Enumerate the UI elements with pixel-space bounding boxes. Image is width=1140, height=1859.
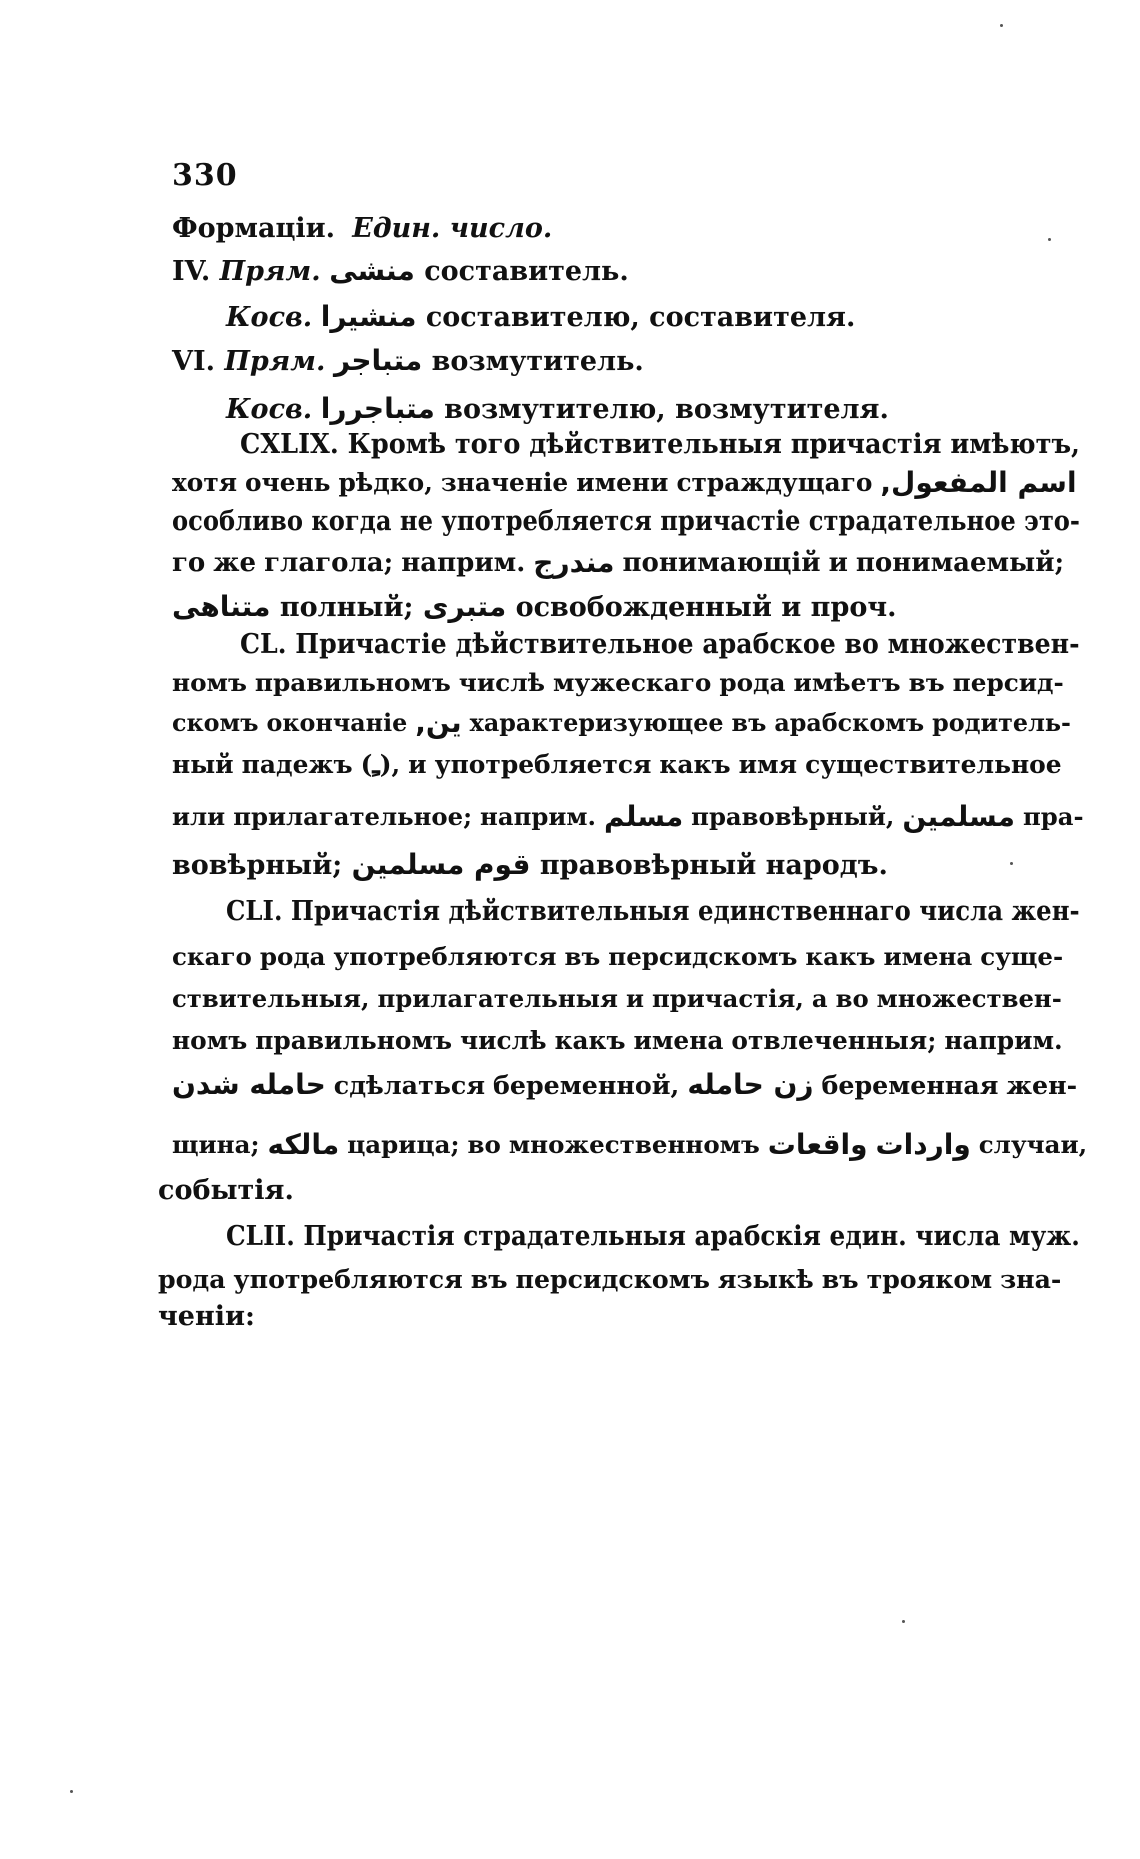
arabic-word: اسم المفعول,: [880, 466, 1077, 499]
text-segment: въ: [908, 668, 945, 697]
arabic-word: منشى: [329, 254, 415, 287]
paragraph-cli-line-5: [172, 1068, 1078, 1102]
text-segment: рода: [719, 668, 786, 697]
text-segment: беременная: [821, 1070, 999, 1100]
arabic-word: قوم مسلمين: [351, 848, 531, 881]
text-segment: прилагательное;: [233, 802, 473, 831]
text-segment: числѣ: [460, 1026, 547, 1055]
text-segment: и: [625, 984, 644, 1013]
text-segment: жен-: [1006, 1070, 1078, 1100]
text-line-formations: [172, 212, 552, 246]
text-segment: въ: [731, 709, 767, 737]
text-segment: рѣдко,: [338, 468, 433, 497]
text-segment: суще-: [980, 942, 1064, 971]
arabic-word: متباجررا: [320, 392, 435, 425]
text-segment: падежъ: [241, 750, 353, 779]
text-segment: имя: [738, 750, 798, 779]
paragraph-cxlix-line-3: [172, 505, 1080, 539]
text-segment: IV.: [172, 256, 220, 287]
text-segment: CXLIX. Кромѣ того дѣйствительныя причастія имѣютъ,: [240, 429, 1080, 460]
arabic-word: مسلم: [603, 800, 684, 833]
text-segment: и: [408, 750, 427, 779]
text-segment: пра-: [1023, 802, 1084, 831]
text-segment: правильномъ: [254, 668, 451, 697]
text-segment: рода: [158, 1264, 226, 1294]
text-segment: [312, 394, 321, 425]
text-segment: понимаемый;: [855, 548, 1065, 578]
text-segment: наприм.: [944, 1026, 1063, 1055]
text-segment: возмутителю, возмутителя.: [434, 394, 889, 425]
text-segment: понимающій: [622, 548, 821, 578]
paragraph-cli-line-6: [172, 1128, 1088, 1162]
text-segment: родитель-: [932, 709, 1071, 737]
text-segment: мужескаго: [552, 668, 712, 697]
text-segment: прилагательныя: [377, 984, 618, 1013]
paragraph-cxlix-line-2: [172, 466, 1077, 500]
text-segment: Формаціи.: [172, 213, 336, 244]
text-segment: хотя: [172, 468, 238, 497]
text-segment: глагола;: [264, 548, 394, 578]
text-segment: правовѣрный,: [691, 802, 895, 831]
text-segment: Един. число.: [352, 213, 553, 244]
text-segment: числѣ: [458, 668, 545, 697]
paragraph-clii-line-3: [158, 1300, 255, 1334]
text-segment: персидскомъ: [608, 942, 798, 971]
text-segment: языкѣ: [717, 1264, 814, 1294]
text-segment: [335, 213, 352, 244]
text-segment: Косв.: [226, 394, 313, 425]
text-segment: а: [811, 984, 828, 1013]
arabic-word: ين,: [415, 706, 462, 739]
text-segment: въ: [564, 942, 601, 971]
text-line-iv-direct: [172, 254, 629, 289]
text-segment: Прям.: [219, 256, 321, 287]
text-segment: ченіи:: [158, 1301, 255, 1332]
text-segment: ный: [172, 750, 234, 779]
text-segment: щина;: [172, 1130, 260, 1159]
text-segment: имена: [633, 1026, 724, 1055]
text-segment: въ: [821, 1264, 859, 1294]
paragraph-cli-line-7: [158, 1174, 294, 1208]
text-segment: во: [467, 1130, 501, 1159]
text-segment: го: [172, 548, 206, 578]
text-segment: характеризующее: [469, 709, 724, 737]
text-segment: скомъ: [172, 709, 259, 737]
text-segment: [312, 302, 321, 333]
text-segment: же: [213, 548, 257, 578]
text-line-iv-oblique: [226, 300, 855, 335]
text-segment: арабскомъ: [774, 709, 925, 737]
text-segment: наприм.: [480, 802, 596, 831]
text-segment: множественномъ: [508, 1130, 760, 1159]
paragraph-cxlix-line-4: [172, 546, 1065, 580]
text-segment: ствительныя,: [172, 984, 370, 1013]
text-segment: особливо когда не употребляется причастіе страдательное это-: [172, 506, 1080, 537]
text-segment: правовѣрный народъ.: [530, 850, 888, 881]
text-segment: значеніе: [440, 468, 569, 497]
text-line-vi-direct: [172, 344, 644, 379]
text-segment: сдѣлаться: [333, 1070, 486, 1100]
paragraph-cl-line-3: [172, 706, 1071, 740]
text-segment: возмутитель.: [422, 346, 644, 377]
text-segment: событія.: [158, 1175, 294, 1206]
text-segment: наприм.: [401, 548, 526, 578]
paragraph-cli-line-1: [226, 895, 1080, 929]
text-segment: CL. Причастіе дѣйствительное арабское во множествен-: [240, 629, 1080, 660]
text-line-vi-oblique: [226, 392, 889, 427]
arabic-word: متناهى: [172, 590, 271, 623]
text-segment: какъ: [659, 750, 731, 779]
text-segment: вовѣрный;: [172, 850, 352, 881]
text-segment: имѣетъ: [793, 668, 901, 697]
text-segment: какъ: [805, 942, 876, 971]
arabic-word: واقعات: [767, 1128, 868, 1161]
text-segment: персид-: [952, 668, 1064, 697]
text-segment: царица;: [347, 1130, 460, 1159]
text-segment: окончаніе: [266, 709, 408, 737]
paragraph-cxlix-line-5: [172, 590, 897, 625]
arabic-word: واردات: [875, 1128, 971, 1161]
paragraph-cl-line-5: [172, 800, 1084, 834]
paragraph-cli-line-4: [172, 1024, 1063, 1058]
paragraph-cl-line-2: [172, 666, 1064, 700]
text-segment: имена: [883, 942, 973, 971]
text-segment: Прям.: [224, 346, 326, 377]
arabic-word: مسلمين: [902, 800, 1015, 833]
paragraph-cl-line-6: [172, 848, 888, 883]
text-segment: употребляются: [233, 1264, 463, 1294]
text-segment: [325, 346, 334, 377]
text-segment: персидскомъ: [515, 1264, 710, 1294]
arabic-word: حامله شدن: [172, 1068, 326, 1101]
text-segment: беременной,: [493, 1070, 680, 1100]
text-segment: отвлеченныя;: [731, 1026, 937, 1055]
text-segment: какъ: [554, 1026, 626, 1055]
scan-speck: [1048, 238, 1051, 241]
text-segment: составителю, составителя.: [416, 302, 856, 333]
text-segment: употребляются: [333, 942, 557, 971]
arabic-word: مندرج: [533, 546, 615, 579]
text-segment: случаи,: [978, 1130, 1088, 1159]
paragraph-cli-line-3: [172, 982, 1062, 1016]
text-segment: или: [172, 802, 226, 831]
text-segment: скаго: [172, 942, 252, 971]
arabic-word: متباجر: [333, 344, 423, 377]
text-segment: CLI. Причастія дѣйствительныя единственнаго числа жен-: [226, 896, 1080, 927]
text-segment: во: [835, 984, 869, 1013]
paragraph-cli-line-2: [172, 940, 1064, 974]
scan-speck: [1000, 24, 1003, 27]
text-segment: CLII. Причастія страдательныя арабскія един. числа муж.: [226, 1221, 1080, 1252]
text-segment: причастія,: [652, 984, 804, 1013]
text-segment: [321, 256, 330, 287]
text-segment: составитель.: [414, 256, 629, 287]
text-segment: полный;: [270, 592, 423, 623]
text-segment: употребляется: [434, 750, 652, 779]
arabic-word: منشيرا: [320, 300, 417, 333]
text-segment: освобожденный и проч.: [506, 592, 897, 623]
text-segment: имени: [576, 468, 669, 497]
text-segment: (ـِ),: [360, 750, 401, 779]
paragraph-cl-line-4: [172, 748, 1062, 782]
text-segment: очень: [245, 468, 331, 497]
page-number: 330: [172, 158, 238, 193]
text-segment: множествен-: [876, 984, 1062, 1013]
text-segment: номъ: [172, 668, 247, 697]
arabic-word: زن حامله: [687, 1068, 814, 1101]
text-segment: и: [828, 548, 848, 578]
text-segment: въ: [470, 1264, 508, 1294]
paragraph-cxlix-line-1: [240, 428, 1080, 462]
text-segment: рода: [259, 942, 326, 971]
text-segment: номъ: [172, 1026, 248, 1055]
text-segment: VI.: [172, 346, 225, 377]
paragraph-clii-line-1: [226, 1220, 1080, 1254]
paragraph-cl-line-1: [240, 628, 1080, 662]
text-segment: Косв.: [226, 302, 313, 333]
arabic-word: متبرى: [422, 590, 507, 623]
text-segment: трояком: [866, 1264, 993, 1294]
arabic-word: مالكه: [267, 1128, 340, 1161]
text-segment: страждущаго: [676, 468, 873, 497]
scan-speck: [1010, 862, 1013, 865]
paragraph-clii-line-2: [158, 1262, 1062, 1296]
text-segment: правильномъ: [255, 1026, 453, 1055]
scan-speck: [902, 1620, 905, 1623]
text-segment: зна-: [1000, 1264, 1062, 1294]
scan-speck: [70, 1790, 73, 1793]
text-segment: существительное: [805, 750, 1062, 779]
